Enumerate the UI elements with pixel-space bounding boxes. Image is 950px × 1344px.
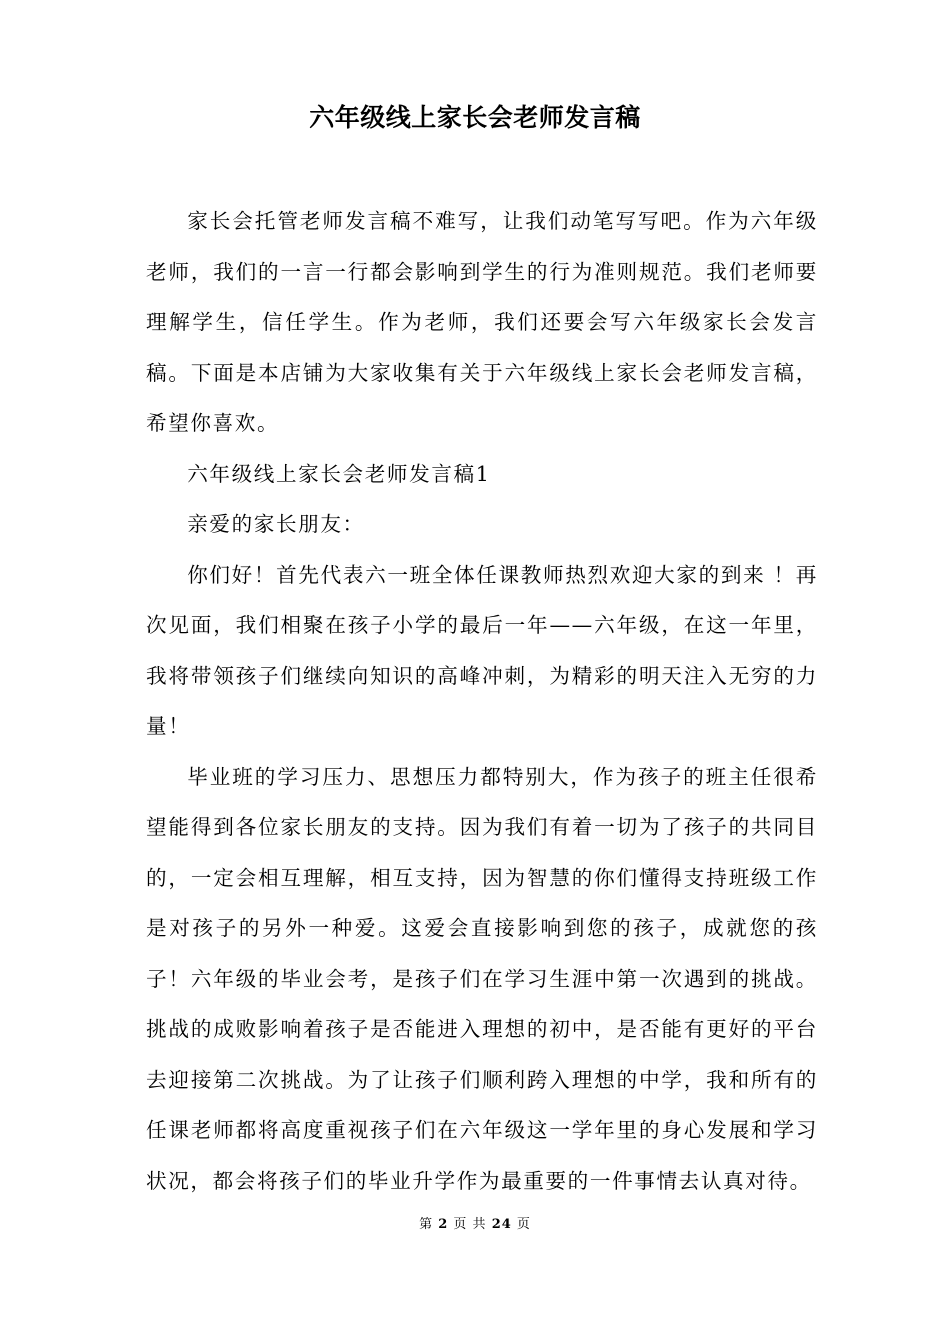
support-paragraph: 毕业班的学习压力、思想压力都特别大，作为孩子的班主任很希望能得到各位家长朋友的支持。因为我们有着一切为了孩子的共同目的，一定会相互理解，相互支持，因为智慧的你们懂得支持班级工作是对孩子的另外一种爱。这爱会直接影响到您的孩子，成就您的孩子！六年级的毕业会考，是孩子们在学习生涯中第一次遇到的挑战。挑战的成败影响着孩子是否能进入理想的初中，是否能有更好的平台去迎接第二次挑战。为了让孩子们顺利跨入理想的中学，我和所有的任课老师都将高度重视孩子们在六年级这一学年里的身心发展和学习状况，都会将孩子们的毕业升学作为最重要的一件事情去认真对待。	[146, 764, 818, 1193]
footer-middle: 页 共	[453, 1217, 487, 1232]
intro-paragraph: 家长会托管老师发言稿不难写，让我们动笔写写吧。作为六年级老师，我们的一言一行都会影响到学生的行为准则规范。我们老师要理解学生，信任学生。作为老师，我们还要会写六年级家长会发言稿。下面是本店铺为大家收集有关于六年级线上家长会老师发言稿，希望你喜欢。	[146, 209, 818, 435]
document-body	[146, 196, 818, 1206]
greeting-paragraph: 你们好！首先代表六一班全体任课教师热烈欢迎大家的到来 ！再次见面，我们相聚在孩子小学的最后一年——六年级，在这一年里，我将带领孩子们继续向知识的高峰冲刺，为精彩的明天注入无穷的力量！	[146, 562, 818, 738]
section-heading: 六年级线上家长会老师发言稿1	[187, 461, 491, 486]
document-title: 六年级线上家长会老师发言稿	[309, 103, 641, 132]
footer-prefix: 第	[419, 1217, 434, 1232]
page-footer	[0, 1216, 950, 1234]
salutation: 亲爱的家长朋友：	[187, 512, 365, 536]
footer-page-total: 24	[491, 1217, 512, 1232]
footer-page-number: 2	[438, 1217, 449, 1232]
footer-suffix: 页	[516, 1217, 531, 1232]
